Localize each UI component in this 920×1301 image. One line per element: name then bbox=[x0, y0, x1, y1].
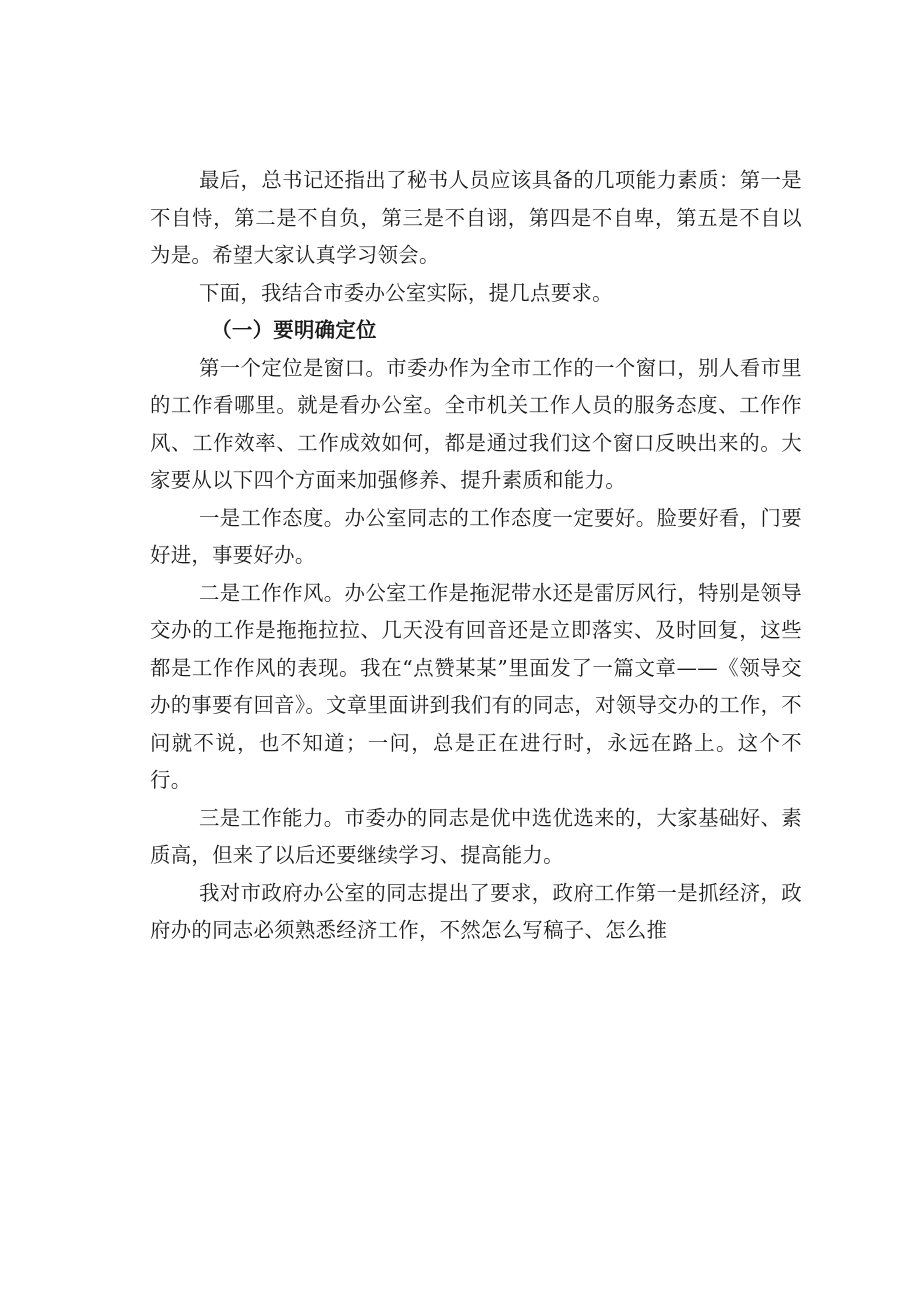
paragraph-5: 二是工作作风。办公室工作是拖泥带水还是雷厉风行，特别是领导交办的工作是拖拖拉拉、几天没有回音还是立即落实、及时回复，这些都是工作作风的表现。我在“点赞某某”里面发了一篇文章——《领导交办的事要有回音》。文章里面讲到我们有的同志，对领导交办的工作，不问就不说，也不知道；一问，总是正在进行时，永远在路上。这个不行。 bbox=[150, 580, 802, 792]
paragraph-3: 第一个定位是窗口。市委办作为全市工作的一个窗口，别人看市里的工作看哪里。就是看办公室。全市机关工作人员的服务态度、工作作风、工作效率、工作成效如何，都是通过我们这个窗口反映出来的。大家要从以下四个方面来加强修养、提升素质和能力。 bbox=[150, 355, 802, 492]
section-heading: （一）要明确定位 bbox=[211, 318, 377, 342]
document-body bbox=[150, 162, 802, 950]
paragraph-7: 我对市政府办公室的同志提出了要求，政府工作第一是抓经济，政府办的同志必须熟悉经济工作，不然怎么写稿子、怎么推 bbox=[150, 880, 802, 942]
paragraph-4: 一是工作态度。办公室同志的工作态度一定要好。脸要好看，门要好进，事要好办。 bbox=[150, 505, 802, 567]
paragraph-2: 下面，我结合市委办公室实际，提几点要求。 bbox=[198, 280, 613, 305]
paragraph-6: 三是工作能力。市委办的同志是优中选优选来的，大家基础好、素质高，但来了以后还要继续学习、提高能力。 bbox=[150, 805, 802, 867]
paragraph-1: 最后，总书记还指出了秘书人员应该具备的几项能力素质：第一是不自恃，第二是不自负，第三是不自诩，第四是不自卑，第五是不自以为是。希望大家认真学习领会。 bbox=[150, 168, 802, 267]
